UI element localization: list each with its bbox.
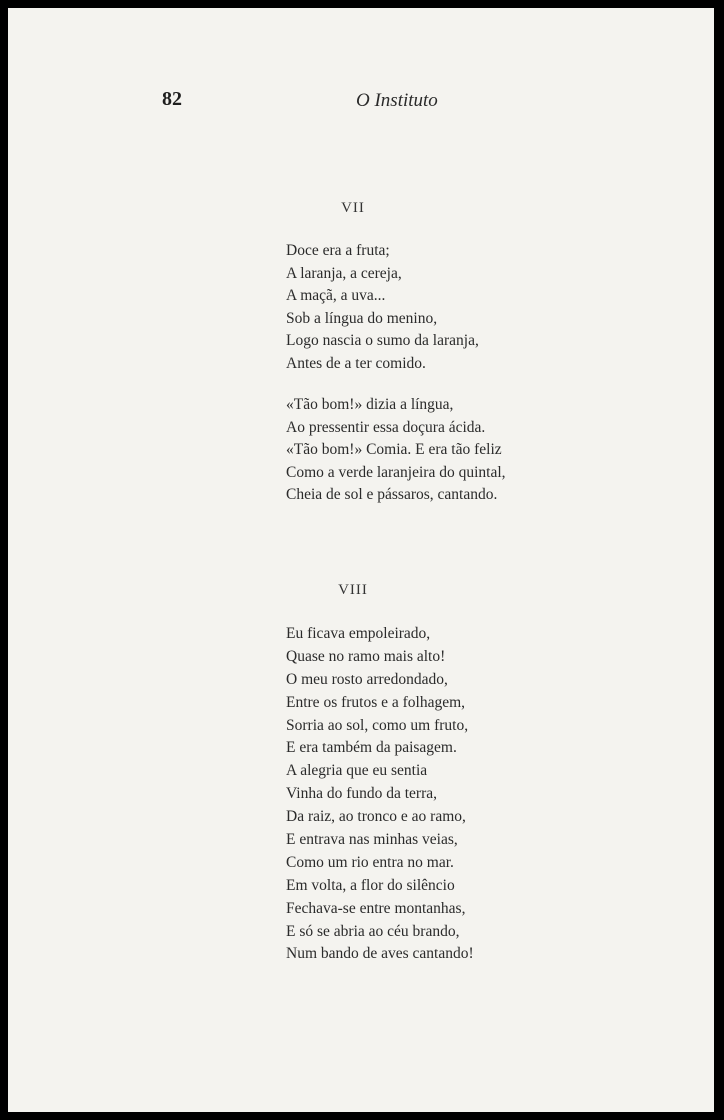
poem-line: Quase no ramo mais alto! [286, 647, 446, 665]
poem-line: Da raiz, ao tronco e ao ramo, [286, 808, 466, 826]
stanza-viii-1 [286, 623, 474, 966]
running-title: O Instituto [356, 90, 438, 111]
poem-line: Entre os frutos e a folhagem, [286, 693, 466, 711]
stanza-vii-1 [286, 240, 479, 376]
poem-line: A alegria que eu sentia [286, 762, 428, 780]
book-page [8, 8, 714, 1112]
poem-line: E entrava nas minhas veias, [286, 831, 458, 849]
poem-line: Cheia de sol e pássaros, cantando. [286, 486, 498, 504]
poem-line: E era também da paisagem. [286, 739, 457, 757]
poem-line: Eu ficava empoleirado, [286, 625, 431, 642]
poem-line: «Tão bom!» dizia a língua, [286, 396, 454, 413]
page-number: 82 [162, 88, 182, 110]
poem-line: Vinha do fundo da terra, [286, 785, 438, 803]
poem-line: Como a verde laranjeira do quintal, [286, 463, 506, 481]
poem-line: A maçã, a uva... [286, 287, 386, 305]
poem-line: O meu rosto arredondado, [286, 670, 448, 688]
poem-line: E só se abria ao céu brando, [286, 922, 460, 940]
poem-line: Doce era a fruta; [286, 242, 390, 259]
poem-line: Logo nascia o sumo da laranja, [286, 332, 479, 350]
poem-line: Num bando de aves cantando! [286, 945, 474, 963]
stanza-vii-2 [286, 394, 506, 507]
poem-line: Em volta, a flor do silêncio [286, 876, 455, 894]
poem-line: Sob a língua do menino, [286, 309, 438, 327]
poem-line: A laranja, a cereja, [286, 264, 402, 282]
poem-line: Sorria ao sol, como um fruto, [286, 716, 469, 734]
poem-line: Ao pressentir essa doçura ácida. [286, 418, 486, 436]
poem-line: «Tão bom!» Comia. E era tão feliz [286, 441, 502, 459]
poem-line: Como um rio entra no mar. [286, 853, 454, 871]
poem-line: Antes de a ter comido. [286, 354, 426, 372]
poem-line: Fechava-se entre montanhas, [286, 899, 466, 917]
section-numeral-vii: VII [341, 200, 365, 216]
section-numeral-viii: VIII [338, 582, 368, 598]
